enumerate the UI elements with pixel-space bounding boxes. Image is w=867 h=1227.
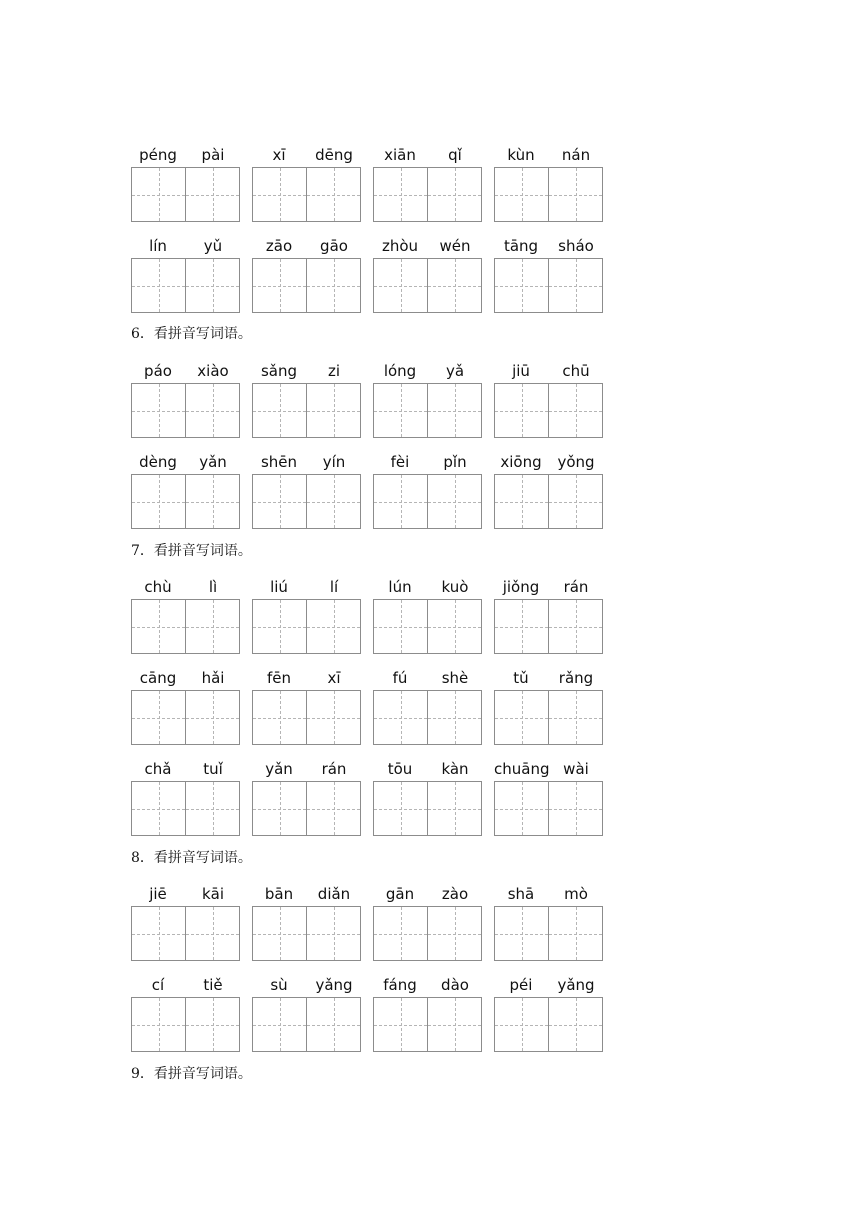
writing-cell[interactable] xyxy=(427,475,481,528)
pinyin-label: pài xyxy=(201,146,225,164)
pinyin-label: yǎng xyxy=(557,976,595,994)
writing-cell[interactable] xyxy=(185,384,239,437)
writing-cell[interactable] xyxy=(185,600,239,653)
word-pair xyxy=(252,669,361,756)
writing-cell[interactable] xyxy=(253,259,306,312)
question-title: 8．看拼音写词语。 xyxy=(131,850,252,866)
writing-cell[interactable] xyxy=(253,691,306,744)
word-pair xyxy=(494,362,603,449)
writing-cell[interactable] xyxy=(548,907,602,960)
pinyin-label: gān xyxy=(385,885,415,903)
tianzige-grid xyxy=(131,599,240,654)
writing-cell[interactable] xyxy=(427,907,481,960)
writing-cell[interactable] xyxy=(548,259,602,312)
writing-cell[interactable] xyxy=(427,384,481,437)
pinyin-label: gāo xyxy=(320,237,348,255)
pinyin-label: chù xyxy=(144,578,172,596)
pinyin-label: yǎ xyxy=(445,362,465,380)
pinyin-label: tōu xyxy=(387,760,413,778)
writing-cell[interactable] xyxy=(374,168,427,221)
pinyin-label: tiě xyxy=(203,976,223,994)
writing-cell[interactable] xyxy=(185,259,239,312)
tianzige-grid xyxy=(252,781,361,836)
word-pair xyxy=(494,578,603,665)
pinyin-label: mò xyxy=(564,885,588,903)
pinyin-label: fèi xyxy=(390,453,410,471)
writing-cell[interactable] xyxy=(185,998,239,1051)
pinyin-label: tāng xyxy=(503,237,539,255)
tianzige-grid xyxy=(131,258,240,313)
pinyin-label: rán xyxy=(563,578,589,596)
pinyin-label: diǎn xyxy=(317,885,351,903)
pinyin-label: tuǐ xyxy=(203,760,223,778)
tianzige-grid xyxy=(373,599,482,654)
word-pair xyxy=(252,237,361,324)
pinyin-label: bān xyxy=(264,885,294,903)
writing-cell[interactable] xyxy=(427,168,481,221)
tianzige-grid xyxy=(131,690,240,745)
writing-cell[interactable] xyxy=(132,782,185,835)
writing-cell[interactable] xyxy=(495,782,548,835)
writing-cell[interactable] xyxy=(374,600,427,653)
pinyin-label: kùn xyxy=(507,146,535,164)
writing-cell[interactable] xyxy=(427,782,481,835)
pinyin-label: fēn xyxy=(266,669,292,687)
word-pair xyxy=(131,453,240,540)
pinyin-label: yǒng xyxy=(557,453,595,471)
pinyin-label: cāng xyxy=(139,669,177,687)
writing-cell[interactable] xyxy=(253,600,306,653)
writing-cell[interactable] xyxy=(548,475,602,528)
pinyin-label: tǔ xyxy=(513,669,529,687)
writing-cell[interactable] xyxy=(495,691,548,744)
writing-cell[interactable] xyxy=(306,600,360,653)
pinyin-label: dēng xyxy=(315,146,353,164)
tianzige-grid xyxy=(494,167,603,222)
writing-cell[interactable] xyxy=(374,907,427,960)
pinyin-label: yǔ xyxy=(203,237,223,255)
pinyin-label: rǎng xyxy=(558,669,594,687)
tianzige-grid xyxy=(494,474,603,529)
pinyin-label: fú xyxy=(392,669,408,687)
pinyin-label: qǐ xyxy=(448,146,462,164)
pinyin-label: wài xyxy=(563,760,589,778)
writing-cell[interactable] xyxy=(253,998,306,1051)
word-pair xyxy=(131,669,240,756)
word-pair xyxy=(373,453,482,540)
pinyin-label: sǎng xyxy=(260,362,298,380)
writing-cell[interactable] xyxy=(306,907,360,960)
tianzige-grid xyxy=(373,906,482,961)
tianzige-grid xyxy=(373,997,482,1052)
word-pair xyxy=(373,760,482,847)
word-pair xyxy=(494,146,603,233)
tianzige-grid xyxy=(494,258,603,313)
writing-cell[interactable] xyxy=(132,384,185,437)
pinyin-label: kāi xyxy=(201,885,225,903)
word-pair xyxy=(494,453,603,540)
writing-cell[interactable] xyxy=(548,998,602,1051)
tianzige-grid xyxy=(373,781,482,836)
writing-cell[interactable] xyxy=(185,168,239,221)
tianzige-grid xyxy=(373,167,482,222)
writing-cell[interactable] xyxy=(374,475,427,528)
writing-cell[interactable] xyxy=(132,475,185,528)
pinyin-label: yǎn xyxy=(199,453,227,471)
pinyin-label: zi xyxy=(327,362,341,380)
pinyin-label: hǎi xyxy=(201,669,225,687)
word-pair xyxy=(373,885,482,972)
writing-cell[interactable] xyxy=(132,259,185,312)
tianzige-grid xyxy=(252,997,361,1052)
word-pair xyxy=(252,453,361,540)
word-pair xyxy=(131,760,240,847)
tianzige-grid xyxy=(252,383,361,438)
word-pair xyxy=(494,237,603,324)
pinyin-label: chū xyxy=(562,362,590,380)
tianzige-grid xyxy=(494,383,603,438)
writing-cell[interactable] xyxy=(306,384,360,437)
tianzige-grid xyxy=(252,906,361,961)
writing-cell[interactable] xyxy=(548,782,602,835)
pinyin-label: kuò xyxy=(441,578,469,596)
pinyin-label: cí xyxy=(151,976,165,994)
writing-cell[interactable] xyxy=(427,998,481,1051)
writing-cell[interactable] xyxy=(132,600,185,653)
writing-cell[interactable] xyxy=(374,384,427,437)
tianzige-grid xyxy=(494,599,603,654)
writing-cell[interactable] xyxy=(495,384,548,437)
writing-cell[interactable] xyxy=(374,998,427,1051)
pinyin-label: xī xyxy=(327,669,341,687)
pinyin-label: lín xyxy=(149,237,167,255)
word-pair xyxy=(252,362,361,449)
writing-cell[interactable] xyxy=(374,691,427,744)
writing-cell[interactable] xyxy=(253,475,306,528)
writing-cell[interactable] xyxy=(495,907,548,960)
writing-cell[interactable] xyxy=(427,259,481,312)
writing-cell[interactable] xyxy=(253,168,306,221)
pinyin-label: lóng xyxy=(383,362,417,380)
tianzige-grid xyxy=(252,474,361,529)
writing-cell[interactable] xyxy=(132,691,185,744)
pinyin-label: wén xyxy=(439,237,471,255)
pinyin-label: yín xyxy=(322,453,346,471)
word-pair xyxy=(494,760,603,847)
word-pair xyxy=(131,976,240,1063)
tianzige-grid xyxy=(252,167,361,222)
word-pair xyxy=(494,885,603,972)
word-pair xyxy=(252,976,361,1063)
pinyin-label: dèng xyxy=(139,453,177,471)
tianzige-grid xyxy=(131,906,240,961)
pinyin-label: zào xyxy=(441,885,469,903)
pinyin-label: yǎng xyxy=(315,976,353,994)
writing-cell[interactable] xyxy=(132,998,185,1051)
pinyin-label: kàn xyxy=(441,760,469,778)
pinyin-label: sù xyxy=(270,976,288,994)
tianzige-grid xyxy=(373,383,482,438)
pinyin-label: zāo xyxy=(265,237,293,255)
writing-cell[interactable] xyxy=(548,600,602,653)
word-pair xyxy=(252,885,361,972)
word-pair xyxy=(494,976,603,1063)
question-title: 6．看拼音写词语。 xyxy=(131,326,252,342)
pinyin-label: xī xyxy=(272,146,286,164)
writing-cell[interactable] xyxy=(495,168,548,221)
writing-cell[interactable] xyxy=(548,691,602,744)
tianzige-grid xyxy=(131,383,240,438)
word-pair xyxy=(252,146,361,233)
word-pair xyxy=(373,237,482,324)
word-pair xyxy=(131,578,240,665)
tianzige-grid xyxy=(494,781,603,836)
tianzige-grid xyxy=(252,599,361,654)
pinyin-label: fáng xyxy=(383,976,417,994)
writing-cell[interactable] xyxy=(548,168,602,221)
writing-cell[interactable] xyxy=(306,475,360,528)
writing-cell[interactable] xyxy=(374,782,427,835)
pinyin-label: jiǒng xyxy=(502,578,540,596)
tianzige-grid xyxy=(131,474,240,529)
pinyin-label: jiē xyxy=(149,885,167,903)
writing-cell[interactable] xyxy=(253,907,306,960)
pinyin-label: dào xyxy=(441,976,469,994)
writing-cell[interactable] xyxy=(306,782,360,835)
pinyin-label: chǎ xyxy=(144,760,172,778)
word-pair xyxy=(131,362,240,449)
pinyin-label: xiān xyxy=(384,146,416,164)
pinyin-label: shēn xyxy=(260,453,298,471)
pinyin-label: yǎn xyxy=(265,760,293,778)
pinyin-label: liú xyxy=(270,578,288,596)
pinyin-label: rán xyxy=(321,760,347,778)
writing-cell[interactable] xyxy=(132,907,185,960)
writing-cell[interactable] xyxy=(185,475,239,528)
writing-cell[interactable] xyxy=(548,384,602,437)
writing-cell[interactable] xyxy=(185,907,239,960)
writing-cell[interactable] xyxy=(495,259,548,312)
writing-cell[interactable] xyxy=(306,998,360,1051)
word-pair xyxy=(373,578,482,665)
writing-cell[interactable] xyxy=(253,384,306,437)
tianzige-grid xyxy=(494,997,603,1052)
pinyin-label: shè xyxy=(441,669,469,687)
writing-cell[interactable] xyxy=(306,691,360,744)
pinyin-label: xiào xyxy=(197,362,229,380)
writing-cell[interactable] xyxy=(427,600,481,653)
pinyin-label: lí xyxy=(329,578,339,596)
word-pair xyxy=(373,669,482,756)
tianzige-grid xyxy=(373,474,482,529)
word-pair xyxy=(252,760,361,847)
pinyin-label: zhòu xyxy=(381,237,419,255)
tianzige-grid xyxy=(131,997,240,1052)
writing-cell[interactable] xyxy=(306,259,360,312)
pinyin-label: pǐn xyxy=(443,453,467,471)
writing-cell[interactable] xyxy=(185,691,239,744)
word-pair xyxy=(131,885,240,972)
pinyin-label: shā xyxy=(507,885,535,903)
tianzige-grid xyxy=(373,258,482,313)
tianzige-grid xyxy=(131,781,240,836)
tianzige-grid xyxy=(373,690,482,745)
writing-cell[interactable] xyxy=(495,600,548,653)
word-pair xyxy=(252,578,361,665)
pinyin-label: lún xyxy=(388,578,412,596)
pinyin-label: páo xyxy=(144,362,172,380)
question-title: 7．看拼音写词语。 xyxy=(131,543,252,559)
word-pair xyxy=(131,146,240,233)
word-pair xyxy=(373,976,482,1063)
pinyin-label: lì xyxy=(208,578,218,596)
word-pair xyxy=(373,146,482,233)
tianzige-grid xyxy=(494,906,603,961)
word-pair xyxy=(131,237,240,324)
writing-cell[interactable] xyxy=(427,691,481,744)
writing-cell[interactable] xyxy=(253,782,306,835)
pinyin-label: nán xyxy=(561,146,591,164)
pinyin-label: péng xyxy=(139,146,177,164)
pinyin-label: jiū xyxy=(512,362,530,380)
writing-cell[interactable] xyxy=(185,782,239,835)
writing-cell[interactable] xyxy=(132,168,185,221)
pinyin-label: xiōng xyxy=(500,453,542,471)
writing-cell[interactable] xyxy=(374,259,427,312)
tianzige-grid xyxy=(252,258,361,313)
writing-cell[interactable] xyxy=(495,475,548,528)
word-pair xyxy=(494,669,603,756)
question-title: 9．看拼音写词语。 xyxy=(131,1066,252,1082)
tianzige-grid xyxy=(131,167,240,222)
word-pair xyxy=(373,362,482,449)
pinyin-label: sháo xyxy=(558,237,594,255)
pinyin-label: péi xyxy=(509,976,533,994)
writing-cell[interactable] xyxy=(306,168,360,221)
tianzige-grid xyxy=(252,690,361,745)
tianzige-grid xyxy=(494,690,603,745)
pinyin-label: chuāng xyxy=(494,760,550,778)
writing-cell[interactable] xyxy=(495,998,548,1051)
